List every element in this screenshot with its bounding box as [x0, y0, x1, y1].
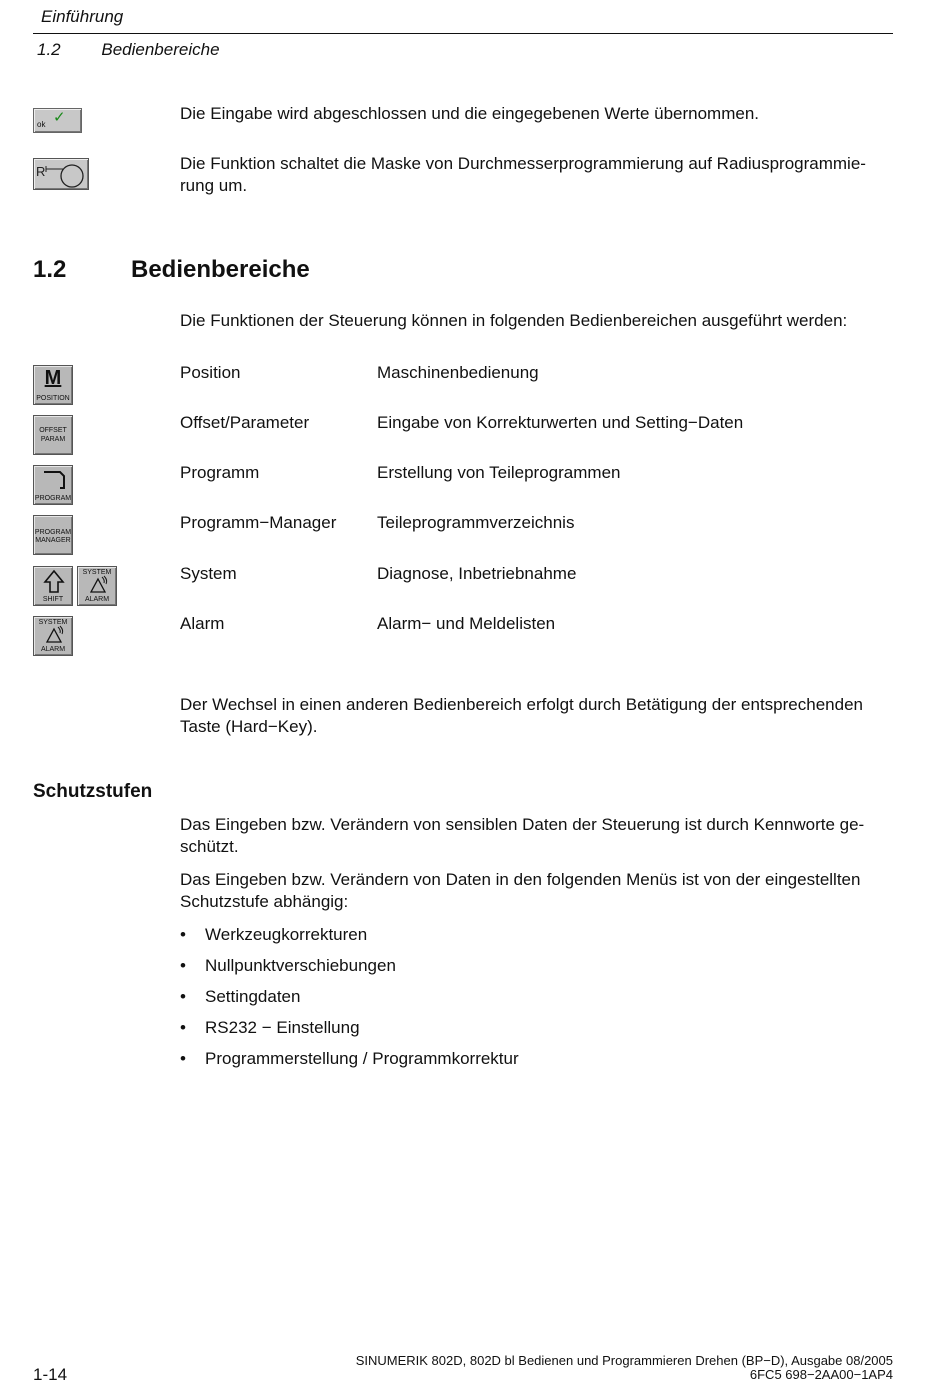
ok-key-icon [33, 108, 82, 133]
header-rule [33, 33, 893, 34]
program-key-icon: PROGRAM [33, 465, 73, 505]
protection-para1-1: Das Eingeben bzw. Verändern von sensiblen Daten der Steuerung ist durch Kennworte ge- [180, 815, 865, 834]
list-item: Werkzeugkorrekturen [205, 925, 368, 944]
shift-key-icon: SHIFT [33, 566, 73, 606]
bullet-icon: • [180, 1049, 186, 1068]
radius-key-description-2: rung um. [180, 176, 248, 195]
area-name-program-manager: Programm−Manager [180, 513, 337, 532]
alarm-triangle-icon [34, 617, 74, 647]
radius-circle-icon [34, 159, 90, 191]
section-intro: Die Funktionen der Steuerung können in folgenden Bedienbereichen ausgeführt werden: [180, 311, 848, 330]
alarm-triangle-icon [78, 567, 118, 597]
protection-para2-1: Das Eingeben bzw. Verändern von Daten in den folgenden Menüs ist von der eingestellten [180, 870, 861, 889]
area-name-offset: Offset/Parameter [180, 413, 310, 432]
running-header-title: Bedienbereiche [101, 40, 220, 59]
protection-para2-2: Schutzstufe abhängig: [180, 892, 349, 911]
list-item: RS232 − Einstellung [205, 1018, 360, 1037]
switch-text-1: Der Wechsel in einen anderen Bedienbereich erfolgt durch Betätigung der entsprechenden [180, 695, 863, 714]
footer-title: SINUMERIK 802D, 802D bl Bedienen und Programmieren Drehen (BP−D), Ausgabe 08/2005 [355, 1353, 893, 1368]
radius-key-icon [33, 158, 89, 190]
area-name-position: Position [180, 363, 241, 382]
position-key-icon: M POSITION [33, 365, 73, 405]
area-desc-position: Maschinenbedienung [377, 363, 539, 382]
list-item: Settingdaten [205, 987, 301, 1006]
alarm-key-icon: SYSTEM ALARM [33, 616, 73, 656]
system-alarm-key-icon: SYSTEM ALARM [77, 566, 117, 606]
offset-param-key-icon: OFFSET PARAM [33, 415, 73, 455]
radius-key-description-1: Die Funktion schaltet die Maske von Durchmesserprogrammierung auf Radiusprogrammie- [180, 154, 866, 173]
checkmark-icon: ✓ [53, 109, 66, 126]
page-number: 1-14 [33, 1365, 68, 1381]
protection-para1-2: schützt. [180, 837, 239, 856]
program-page-icon [34, 466, 74, 494]
switch-text-2: Taste (Hard−Key). [180, 717, 318, 736]
area-desc-offset: Eingabe von Korrekturwerten und Setting−Daten [377, 413, 744, 432]
bullet-icon: • [180, 925, 186, 944]
area-desc-alarm: Alarm− und Meldelisten [377, 614, 556, 633]
area-desc-program: Erstellung von Teileprogrammen [377, 463, 621, 482]
section-number: 1.2 [33, 256, 67, 283]
area-desc-program-manager: Teileprogrammverzeichnis [377, 513, 575, 532]
bullet-icon: • [180, 1018, 186, 1037]
chapter-title: Einführung [41, 7, 124, 26]
protection-heading: Schutzstufen [33, 781, 153, 802]
list-item: Nullpunktverschiebungen [205, 956, 396, 975]
area-name-system: System [180, 564, 237, 583]
ok-key-label: ok [37, 120, 46, 129]
shift-arrow-icon [34, 567, 74, 597]
area-desc-system: Diagnose, Inbetriebnahme [377, 564, 577, 583]
running-header-number: 1.2 [37, 40, 61, 59]
ok-key-description: Die Eingabe wird abgeschlossen und die eingegebenen Werte übernommen. [180, 104, 760, 123]
footer-order-number: 6FC5 698−2AA00−1AP4 [749, 1367, 893, 1381]
running-header [37, 40, 220, 60]
list-item: Programmerstellung / Programmkorrektur [205, 1049, 519, 1068]
area-name-program: Programm [180, 463, 260, 482]
area-name-alarm: Alarm [180, 614, 225, 633]
section-title: Bedienbereiche [131, 256, 310, 283]
bullet-icon: • [180, 987, 186, 1006]
bullet-icon: • [180, 956, 186, 975]
program-manager-key-icon: PROGRAM MANAGER [33, 515, 73, 555]
radius-key-label: R [36, 164, 46, 179]
